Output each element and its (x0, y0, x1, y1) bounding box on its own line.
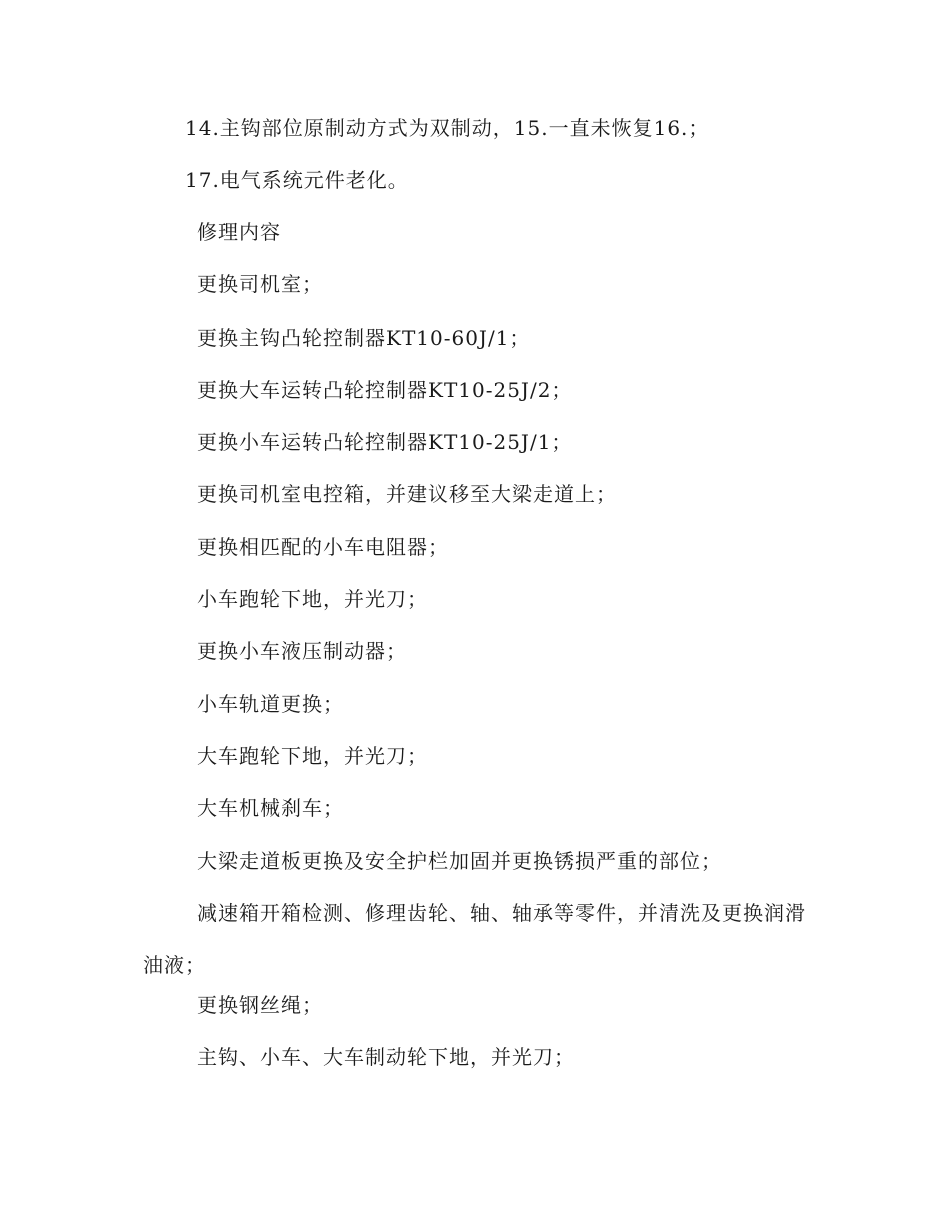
text-line: 更换小车液压制动器； (197, 639, 407, 663)
text-line: 更换钢丝绳； (197, 993, 323, 1017)
text-line: 更换相匹配的小车电阻器； (197, 535, 449, 559)
section-heading-repair-content: 修理内容 (197, 220, 281, 244)
text-line: 大梁走道板更换及安全护栏加固并更换锈损严重的部位； (197, 849, 722, 873)
text-line: 更换主钩凸轮控制器KT10-60J/1； (197, 326, 531, 350)
wrapped-paragraph: 减速箱开箱检测、修理齿轮、轴、轴承等零件，并清洗及更换润滑油液； (143, 901, 806, 977)
text-line: 更换司机室电控箱，并建议移至大梁走道上； (197, 482, 617, 506)
text-line: 小车轨道更换； (197, 692, 344, 716)
text-line: 主钩、小车、大车制动轮下地，并光刀； (197, 1045, 575, 1069)
text-line: 小车跑轮下地，并光刀； (197, 587, 428, 611)
text-line: 大车跑轮下地，并光刀； (197, 744, 428, 768)
text-line: 更换司机室； (197, 272, 323, 296)
text-line: 更换大车运转凸轮控制器KT10-25J/2； (197, 378, 573, 402)
text-line-14: 14.主钩部位原制动方式为双制动，15.一直未恢复16.； (185, 116, 710, 140)
text-line: 大车机械刹车； (197, 796, 344, 820)
text-line: 更换小车运转凸轮控制器KT10-25J/1； (197, 430, 573, 454)
text-line-17: 17.电气系统元件老化。 (185, 168, 409, 192)
